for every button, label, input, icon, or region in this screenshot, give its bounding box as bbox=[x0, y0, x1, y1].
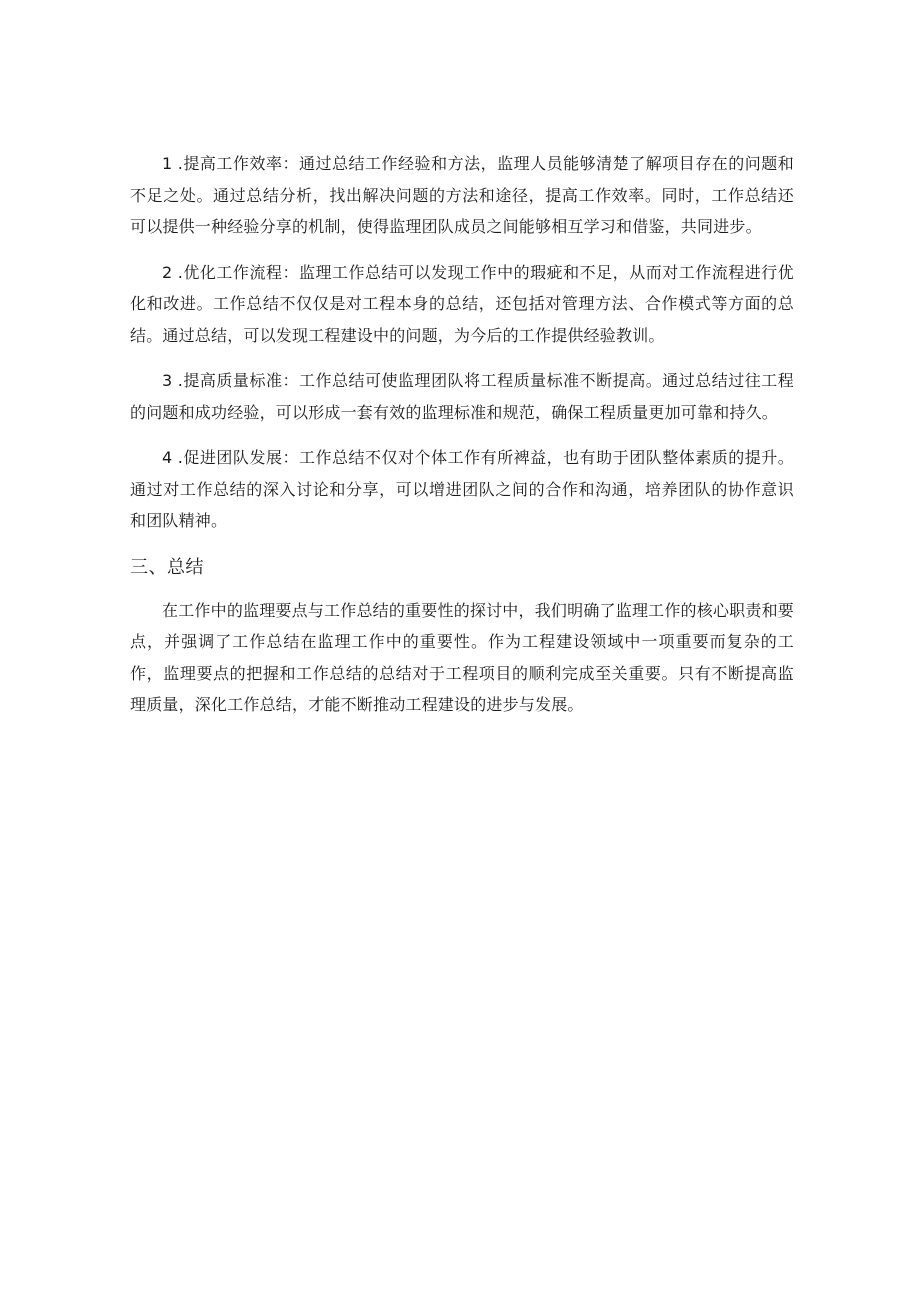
item-text: 提高质量标准：工作总结可使监理团队将工程质量标准不断提高。通过总结过往工程的问题和成功经验，可以形成一套有效的监理标准和规范，确保工程质量更加可靠和持久。 bbox=[130, 371, 794, 422]
item-separator: . bbox=[177, 448, 184, 467]
list-item-1 bbox=[130, 148, 794, 243]
list-item-4 bbox=[130, 442, 794, 537]
list-item-2 bbox=[130, 257, 794, 352]
document-page bbox=[130, 148, 794, 721]
item-text: 优化工作流程：监理工作总结可以发现工作中的瑕疵和不足，从而对工作流程进行优化和改进。工作总结不仅仅是对工程本身的总结，还包括对管理方法、合作模式等方面的总结。通过总结，可以发现工程建设中的问题，为今后的工作提供经验教训。 bbox=[130, 262, 794, 345]
item-text: 提高工作效率：通过总结工作经验和方法，监理人员能够清楚了解项目存在的问题和不足之处。通过总结分析，找出解决问题的方法和途径，提高工作效率。同时，工作总结还可以提供一种经验分享的机制，使得监理团队成员之间能够相互学习和借鉴，共同进步。 bbox=[130, 154, 794, 236]
item-number: 4 bbox=[162, 448, 173, 467]
item-number: 1 bbox=[162, 154, 173, 173]
item-number: 3 bbox=[162, 371, 173, 390]
list-item-3 bbox=[130, 365, 794, 428]
item-separator: . bbox=[177, 262, 184, 282]
section-heading: 三、总结 bbox=[130, 556, 204, 578]
item-number: 2 bbox=[162, 262, 173, 282]
item-separator: . bbox=[177, 371, 184, 390]
item-text: 促进团队发展：工作总结不仅对个体工作有所裨益，也有助于团队整体素质的提升。通过对工作总结的深入讨论和分享，可以增进团队之间的合作和沟通，培养团队的协作意识和团队精神。 bbox=[130, 448, 794, 530]
summary-paragraph: 在工作中的监理要点与工作总结的重要性的探讨中，我们明确了监理工作的核心职责和要点，并强调了工作总结在监理工作中的重要性。作为工程建设领域中一项重要而复杂的工作，监理要点的把握和工作总结的总结对于工程项目的顺利完成至关重要。只有不断提高监理质量，深化工作总结，才能不断推动工程建设的进步与发展。 bbox=[130, 600, 794, 714]
item-separator: . bbox=[177, 154, 184, 173]
